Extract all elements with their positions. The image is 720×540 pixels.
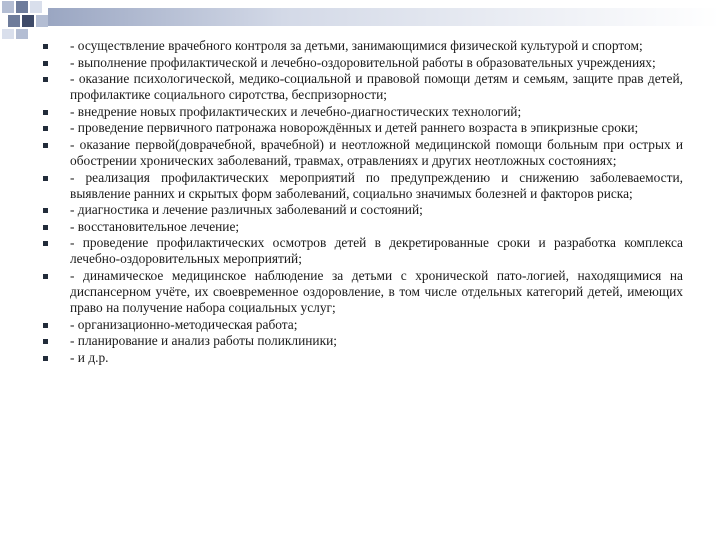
list-item	[43, 317, 683, 333]
list-item-text: - планирование и анализ работы поликлиники;	[70, 333, 337, 349]
square-bullet-icon	[43, 339, 48, 344]
square-bullet-icon	[43, 208, 48, 213]
list-item	[43, 71, 683, 103]
list-item	[43, 235, 683, 267]
list-item	[43, 268, 683, 316]
square-bullet-icon	[43, 61, 48, 66]
deco-square	[36, 15, 48, 27]
list-item	[43, 104, 683, 120]
square-bullet-icon	[43, 110, 48, 115]
deco-square	[30, 1, 42, 13]
list-item-text: - выполнение профилактической и лечебно-оздоровительной работы в образовательных учреждениях;	[70, 54, 656, 70]
list-item-text: - внедрение новых профилактических и лечебно-диагностических технологий;	[70, 103, 522, 119]
slide-header-decoration	[0, 0, 720, 40]
list-item	[43, 170, 683, 202]
list-item-text: - диагностика и лечение различных заболеваний и состояний;	[70, 202, 423, 218]
list-item-text: - и д.р.	[70, 349, 109, 365]
square-bullet-icon	[43, 126, 48, 131]
list-item-text: - организационно-методическая работа;	[70, 316, 298, 332]
list-item-text: - динамическое медицинское наблюдение за детьми с хронической пато-логией, находящимися на диспансерном учёте, их своевременное оздоровление, в том числе отдельных категорий детей, имеющих право на получение набора социальных услуг;	[70, 267, 683, 315]
deco-square	[8, 15, 20, 27]
deco-square	[16, 1, 28, 13]
square-bullet-icon	[43, 44, 48, 49]
deco-square	[16, 29, 28, 39]
square-bullet-icon	[43, 225, 48, 230]
list-item	[43, 219, 683, 235]
list-item-text: - проведение профилактических осмотров детей в декретированные сроки и разработка комплекса лечебно-оздоровительных мероприятий;	[70, 235, 683, 267]
square-bullet-icon	[43, 323, 48, 328]
list-item	[43, 38, 683, 54]
list-item	[43, 55, 683, 71]
list-item-text: - реализация профилактических мероприятий по предупреждению и снижению заболеваемости, выявление ранних и скрытых форм заболеваний, социально значимых болезней и факторов риска;	[70, 169, 683, 201]
square-bullet-icon	[43, 241, 48, 246]
square-bullet-icon	[43, 356, 48, 361]
list-item	[43, 350, 683, 366]
list-item-text: - оказание первой(доврачебной, врачебной) и неотложной медицинской помощи больным при острых и обострении хронических заболеваний, травмах, отравлениях и других неотложных состояниях;	[70, 136, 683, 168]
bullet-list	[43, 38, 683, 366]
list-item-text: - восстановительное лечение;	[70, 218, 240, 234]
deco-square	[2, 1, 14, 13]
square-bullet-icon	[43, 143, 48, 148]
list-item	[43, 333, 683, 349]
list-item-text: - оказание психологической, медико-социальной и правовой помощи детям и семьям, защите прав детей, профилактике социального сиротства, беспризорности;	[70, 71, 683, 103]
deco-square	[2, 29, 14, 39]
square-bullet-icon	[43, 77, 48, 82]
list-item	[43, 137, 683, 169]
list-item-text: - осуществление врачебного контроля за детьми, занимающимися физической культурой и спортом;	[70, 38, 643, 53]
list-item-text: - проведение первичного патронажа новорождённых и детей раннего возраста в эпикризные сроки;	[70, 120, 639, 136]
header-gradient-band	[48, 8, 720, 26]
list-item	[43, 202, 683, 218]
deco-square	[22, 15, 34, 27]
list-item	[43, 120, 683, 136]
square-bullet-icon	[43, 176, 48, 181]
square-bullet-icon	[43, 274, 48, 279]
